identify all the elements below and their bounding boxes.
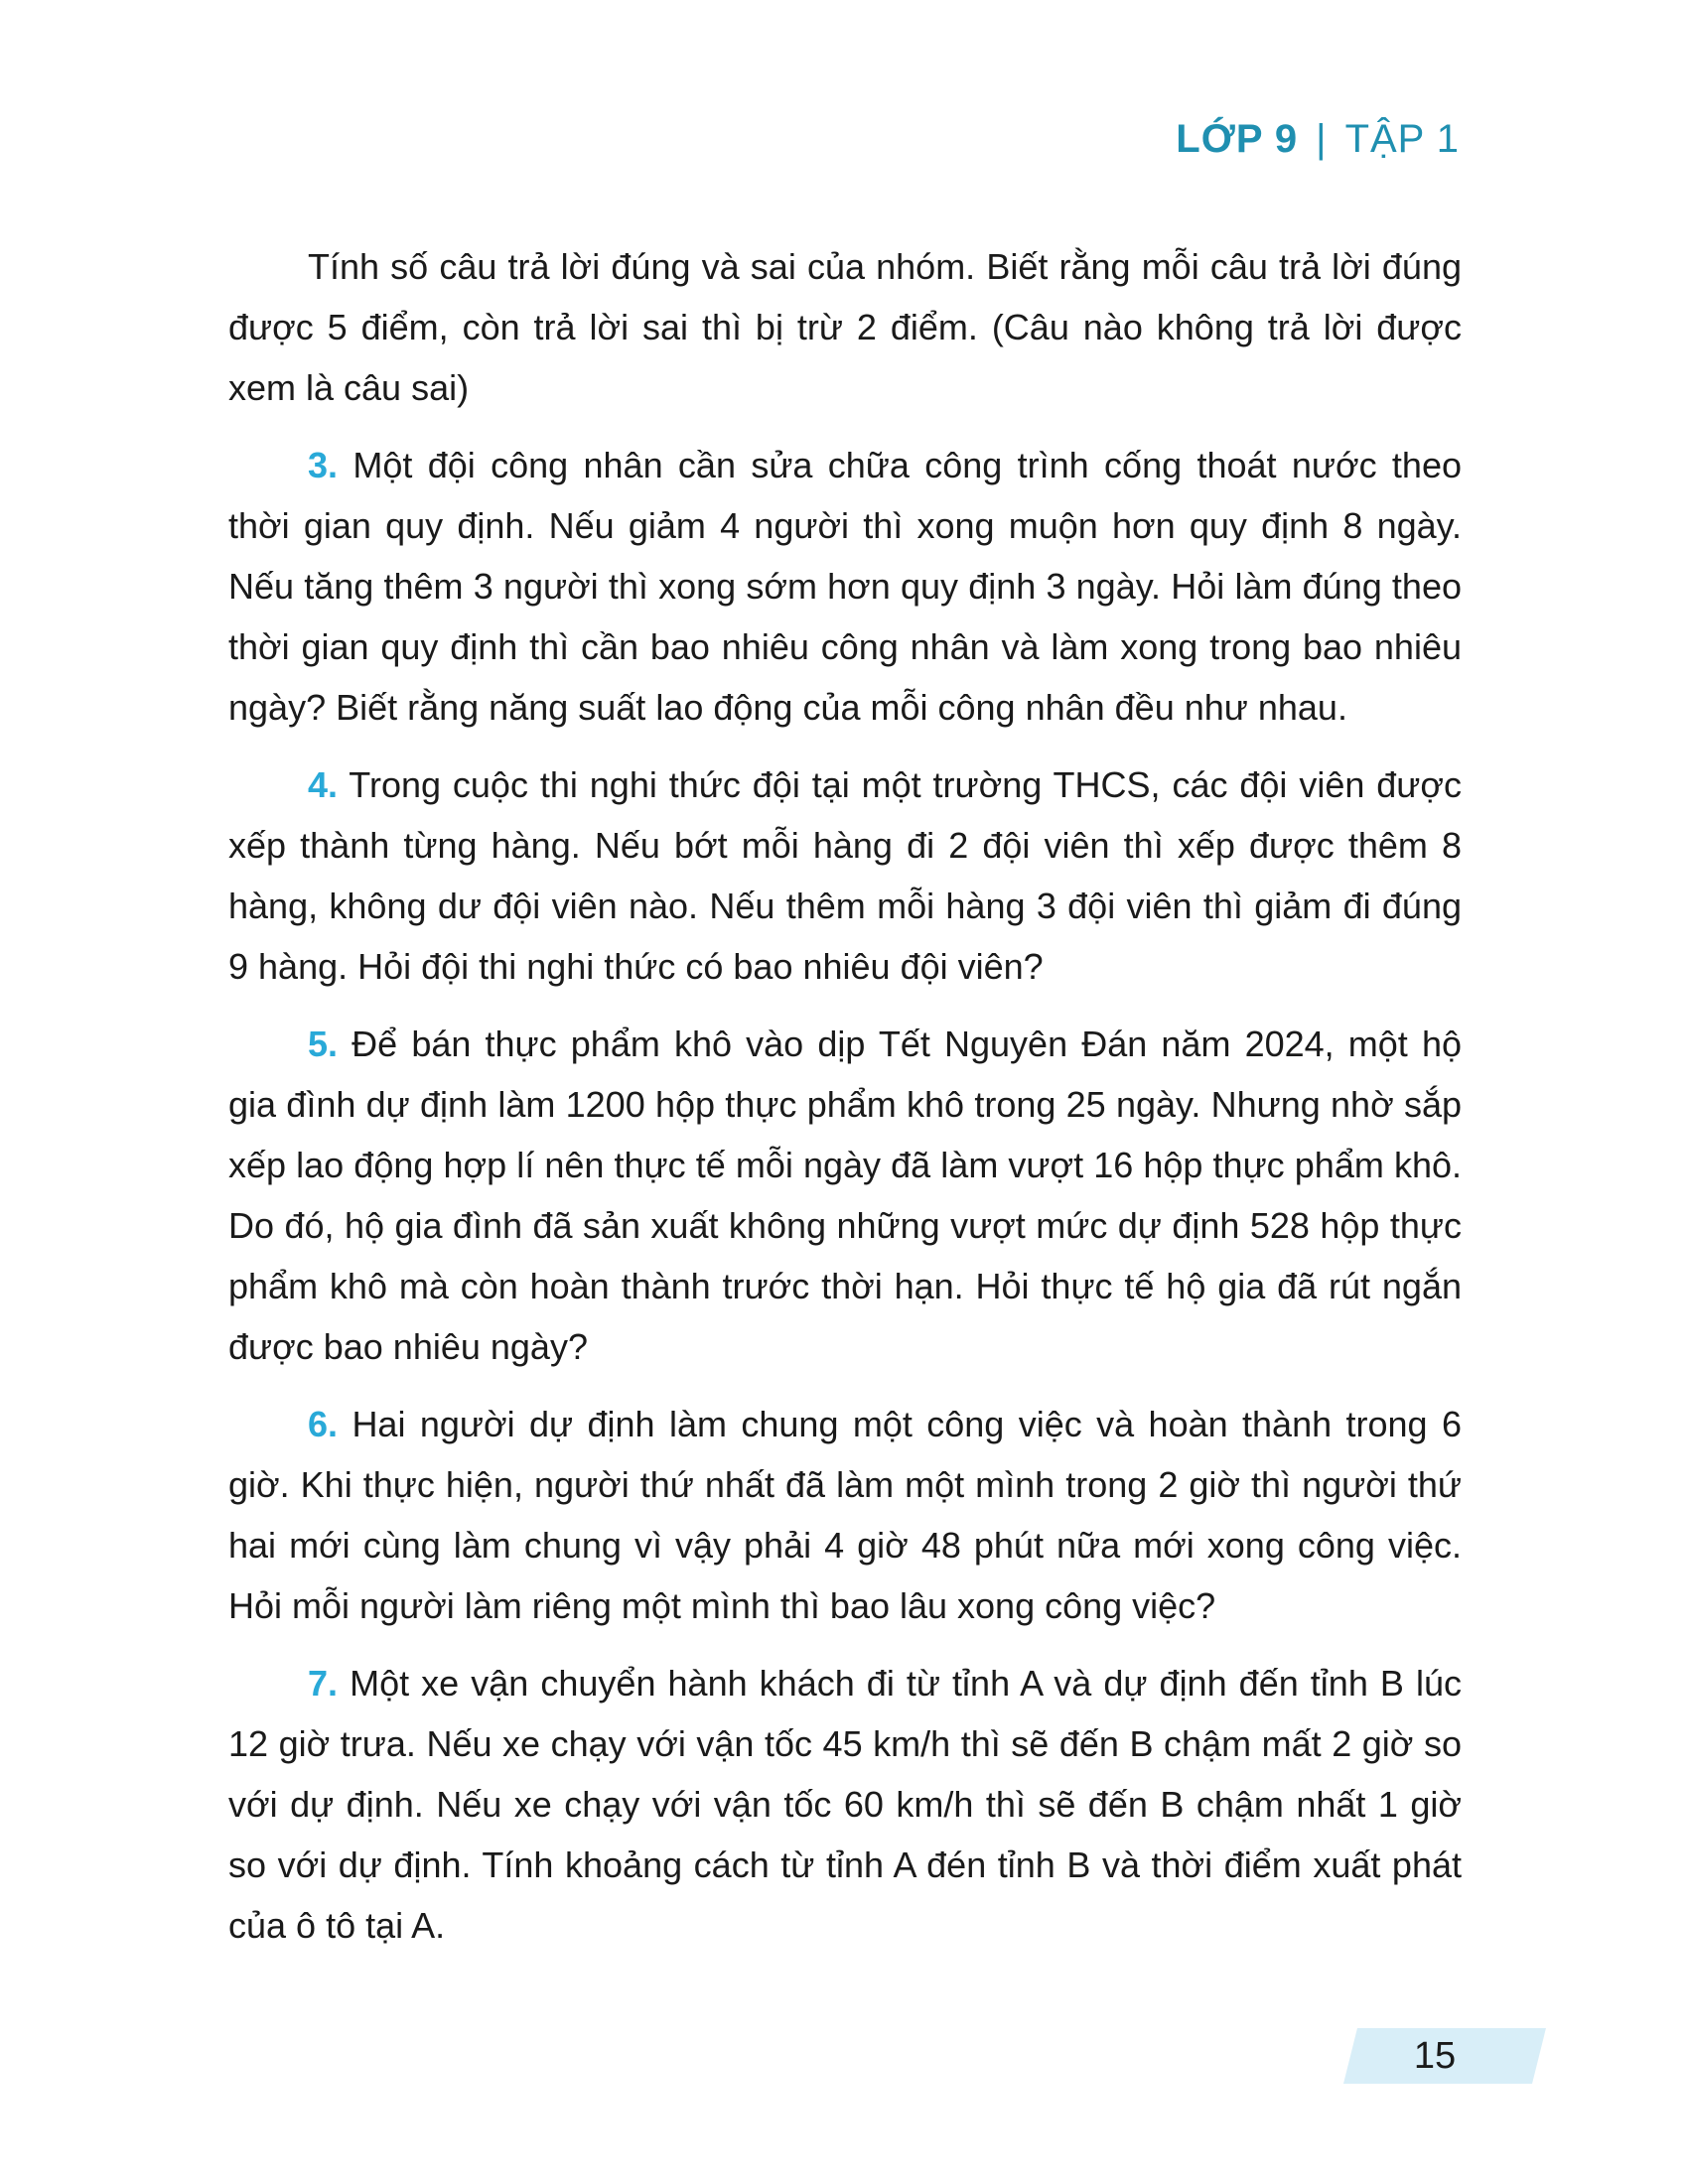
problem-5: [228, 1014, 1462, 1377]
problem-number: 5.: [308, 1024, 339, 1064]
grade-label: LỚP 9: [1176, 117, 1299, 161]
volume-label: TẬP 1: [1344, 117, 1460, 161]
problem-text: Để bán thực phẩm khô vào dịp Tết Nguyên Đán năm 2024, một hộ gia đình dự định làm 1200 hộp thực phẩm khô trong 25 ngày. Nhưng nhờ sắp xếp lao động hợp lí nên thực tế mỗi ngày đã làm vượt 16 hộp thực phẩm khô. Do đó, hộ gia đình đã sản xuất không những vượt mức dự định 528 hộp thực phẩm khô mà còn hoàn thành trước thời hạn. Hỏi thực tế hộ gia đã rút ngắn được bao nhiêu ngày?: [228, 1024, 1462, 1367]
problem-6: [228, 1394, 1462, 1636]
header-separator: |: [1316, 117, 1328, 161]
problem-text: Trong cuộc thi nghi thức đội tại một trường THCS, các đội viên được xếp thành từng hàng. Nếu bớt mỗi hàng đi 2 đội viên thì xếp được thêm 8 hàng, không dư đội viên nào. Nếu thêm mỗi hàng 3 đội viên thì giảm đi đúng 9 hàng. Hỏi đội thi nghi thức có bao nhiêu đội viên?: [228, 764, 1462, 987]
problem-text: Hai người dự định làm chung một công việc và hoàn thành trong 6 giờ. Khi thực hiện, người thứ nhất đã làm một mình trong 2 giờ thì người thứ hai mới cùng làm chung vì vậy phải 4 giờ 48 phút nữa mới xong công việc. Hỏi mỗi người làm riêng một mình thì bao lâu xong công việc?: [228, 1404, 1462, 1626]
problem-3: [228, 435, 1462, 738]
problem-7: [228, 1653, 1462, 1956]
problem-number: 4.: [308, 764, 339, 805]
problem-text: Một đội công nhân cần sửa chữa công trình cống thoát nước theo thời gian quy định. Nếu giảm 4 người thì xong muộn hơn quy định 8 ngày. Nếu tăng thêm 3 người thì xong sớm hơn quy định 3 ngày. Hỏi làm đúng theo thời gian quy định thì cần bao nhiêu công nhân và làm xong trong bao nhiêu ngày? Biết rằng năng suất lao động của mỗi công nhân đều như nhau.: [228, 445, 1462, 728]
problem-number: 6.: [308, 1404, 339, 1444]
intro-paragraph: Tính số câu trả lời đúng và sai của nhóm. Biết rằng mỗi câu trả lời đúng được 5 điểm, còn trả lời sai thì bị trừ 2 điểm. (Câu nào không trả lời được xem là câu sai): [228, 246, 1462, 408]
problem-4: [228, 754, 1462, 997]
problem-number: 3.: [308, 445, 339, 485]
page-content: [228, 236, 1462, 1973]
running-header: [1176, 117, 1460, 162]
page-number: 15: [1413, 2035, 1457, 2077]
problem-text: Một xe vận chuyển hành khách đi từ tỉnh A và dự định đến tỉnh B lúc 12 giờ trưa. Nếu xe chạy với vận tốc 45 km/h thì sẽ đến B chậm mất 2 giờ so với dự định. Nếu xe chạy với vận tốc 60 km/h thì sẽ đến B chậm nhất 1 giờ so với dự định. Tính khoảng cách từ tỉnh A đén tỉnh B và thời điểm xuất phát của ô tô tại A.: [228, 1663, 1462, 1946]
problem-number: 7.: [308, 1663, 339, 1704]
